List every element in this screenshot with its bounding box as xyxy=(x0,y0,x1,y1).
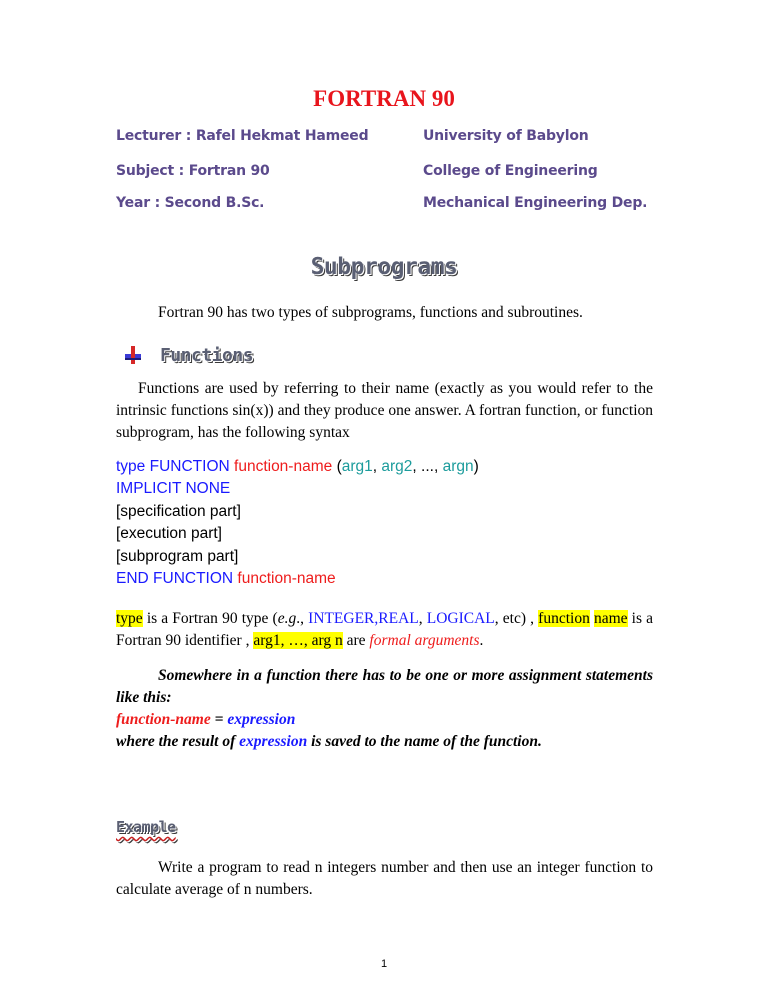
header-department: Mechanical Engineering Dep. xyxy=(423,195,648,211)
header-subject: Subject : Fortran 90 xyxy=(116,163,270,179)
page-number: 1 xyxy=(380,958,388,970)
header-university: University of Babylon xyxy=(423,128,589,144)
assign-function-name: function-name xyxy=(116,711,211,728)
section-title: Subprograms xyxy=(310,254,458,280)
syntax-open-paren: ( xyxy=(336,458,342,475)
syntax-type: type xyxy=(116,458,146,475)
assign-eq: = xyxy=(210,711,228,728)
example-paragraph: Write a program to read n integers number and then use an integer function to calculate average of n numbers. xyxy=(116,859,653,898)
syntax-line-5: [subprogram part] xyxy=(116,548,239,565)
header-year: Year : Second B.Sc. xyxy=(116,195,265,211)
syntax-line-1 xyxy=(116,456,479,479)
syntax-line-3: [specification part] xyxy=(116,503,241,520)
hl-function: function xyxy=(538,610,590,627)
syntax-line-2: IMPLICIT NONE xyxy=(116,480,231,497)
desc-logical: LOGICAL xyxy=(426,610,495,627)
desc-text-6: are xyxy=(342,632,370,649)
assign-where: where the result of xyxy=(116,733,240,750)
header-college: College of Engineering xyxy=(423,163,598,179)
assign-expression: expression xyxy=(227,711,296,728)
functions-paragraph: Functions are used by referring to their name (exactly as you would refer to the intrinsic functions sin(x)) and they produce one answer. A fortran function, or function subprogram, has the following syntax xyxy=(116,380,653,441)
functions-heading: Functions xyxy=(160,345,254,366)
desc-text-1: is a Fortran 90 type ( xyxy=(142,610,278,627)
syntax-comma: , xyxy=(372,458,382,475)
desc-types: INTEGER,REAL xyxy=(308,610,419,627)
description-paragraph xyxy=(116,608,653,652)
syntax-argn: argn xyxy=(442,458,474,475)
desc-eg: e.g xyxy=(277,610,297,627)
hl-args: arg1, …, arg n xyxy=(253,632,343,649)
desc-text-5: is a Fortran 90 identifier , xyxy=(116,610,654,649)
desc-formal-arguments: formal arguments xyxy=(369,632,480,649)
intro-paragraph: Fortran 90 has two types of subprograms, functions and subroutines. xyxy=(158,304,583,321)
desc-text-7: . xyxy=(479,632,484,649)
syntax-arg2: arg2 xyxy=(381,458,413,475)
assign-saved: is saved to the name of the function. xyxy=(307,733,542,750)
desc-text-4: , etc) , xyxy=(494,610,539,627)
assignment-statement xyxy=(116,709,653,731)
assignment-paragraph: Somewhere in a function there has to be one or more assignment statements like this: xyxy=(116,667,653,706)
syntax-close-paren: ) xyxy=(473,458,479,475)
syntax-arg1: arg1 xyxy=(341,458,373,475)
example-heading: Example xyxy=(116,818,176,836)
syntax-function-name: function-name xyxy=(234,458,333,475)
hl-name: name xyxy=(593,610,628,627)
syntax-line-4: [execution part] xyxy=(116,525,222,542)
document-title: FORTRAN 90 xyxy=(313,86,455,111)
assignment-explanation xyxy=(116,731,653,753)
desc-text-2: ., xyxy=(296,610,309,627)
syntax-end-function-name: function-name xyxy=(237,570,336,587)
syntax-function-kw: FUNCTION xyxy=(149,458,230,475)
hl-type: type xyxy=(116,610,143,627)
syntax-line-6 xyxy=(116,568,336,591)
desc-text-3: , xyxy=(418,610,427,627)
header-lecturer: Lecturer : Rafel Hekmat Hameed xyxy=(116,128,369,144)
assign-expression-2: expression xyxy=(239,733,308,750)
bullet-plus-icon xyxy=(122,343,144,365)
syntax-ellipsis: , ..., xyxy=(412,458,443,475)
syntax-end-function-kw: END FUNCTION xyxy=(116,570,234,587)
